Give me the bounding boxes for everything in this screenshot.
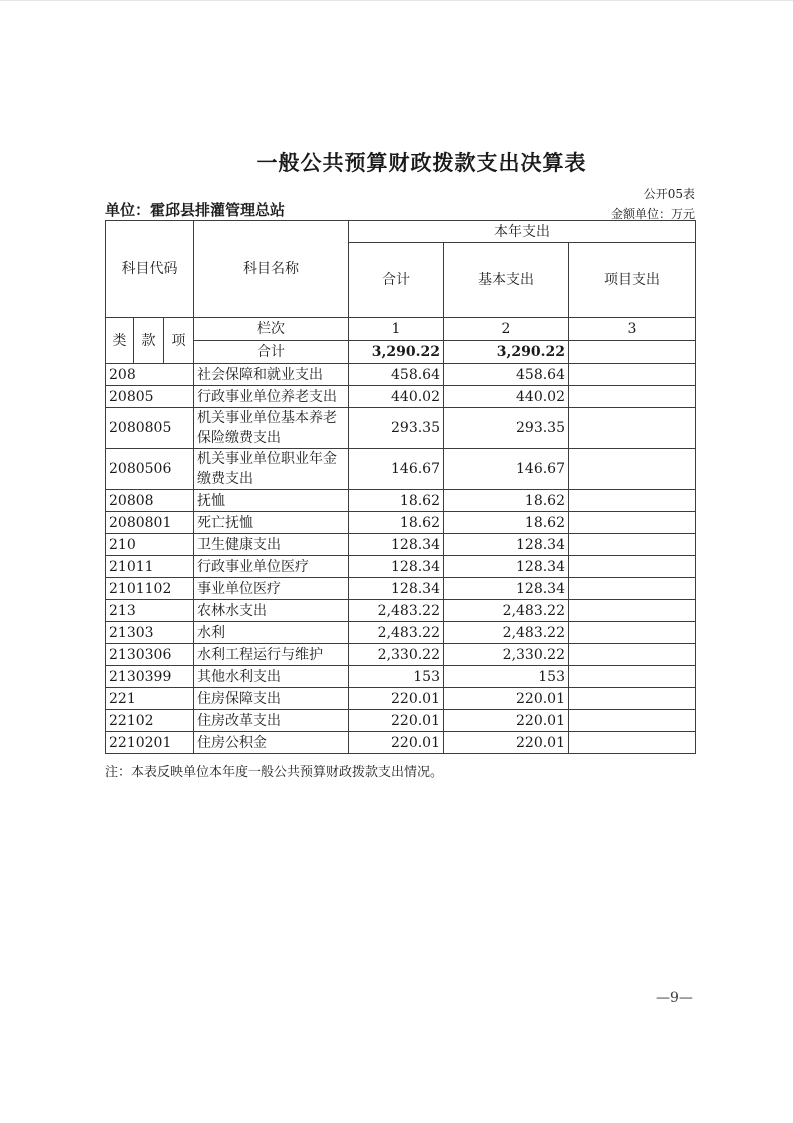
basic-cell: 220.01 (444, 710, 569, 732)
project-cell (569, 666, 696, 688)
subject-name-cell: 水利工程运行与维护 (194, 644, 349, 666)
table-row (106, 408, 696, 449)
table-row (106, 534, 696, 556)
header-col-total: 合计 (349, 243, 444, 318)
total-cell: 18.62 (349, 490, 444, 512)
basic-cell: 220.01 (444, 688, 569, 710)
basic-cell: 2,483.22 (444, 600, 569, 622)
header-sub-item: 项 (164, 318, 194, 364)
header-sub-section: 款 (134, 318, 164, 364)
table-row (106, 512, 696, 534)
subject-code-cell: 21011 (106, 556, 194, 578)
grand-total-basic-value: 3,290.22 (444, 341, 569, 364)
total-cell: 2,483.22 (349, 600, 444, 622)
table-row (106, 644, 696, 666)
table-row (106, 688, 696, 710)
header-lanci-label: 栏次 (194, 318, 349, 341)
subject-code-cell: 221 (106, 688, 194, 710)
table-row (106, 556, 696, 578)
header-col-basic: 基本支出 (444, 243, 569, 318)
subject-code-cell: 2080805 (106, 408, 194, 449)
project-cell (569, 600, 696, 622)
table-row (106, 666, 696, 688)
subject-name-cell: 机关事业单位基本养老保险缴费支出 (194, 408, 349, 449)
header-col-no-3: 3 (569, 318, 696, 341)
grand-total-label: 合计 (194, 341, 349, 364)
subject-name-cell: 农林水支出 (194, 600, 349, 622)
subject-code-cell: 21303 (106, 622, 194, 644)
header-row-lanci (106, 318, 696, 341)
total-cell: 2,330.22 (349, 644, 444, 666)
basic-cell: 128.34 (444, 534, 569, 556)
subject-name-cell: 行政事业单位养老支出 (194, 386, 349, 408)
subject-code-cell: 2130306 (106, 644, 194, 666)
total-cell: 153 (349, 666, 444, 688)
table-row (106, 449, 696, 490)
subject-code-cell: 20808 (106, 490, 194, 512)
basic-cell: 128.34 (444, 556, 569, 578)
subject-code-cell: 2080506 (106, 449, 194, 490)
table-row (106, 732, 696, 754)
subject-name-cell: 抚恤 (194, 490, 349, 512)
subject-code-cell: 2101102 (106, 578, 194, 600)
subject-name-cell: 水利 (194, 622, 349, 644)
subject-code-cell: 2130399 (106, 666, 194, 688)
project-cell (569, 364, 696, 386)
basic-cell: 2,483.22 (444, 622, 569, 644)
table-row (106, 578, 696, 600)
total-cell: 18.62 (349, 512, 444, 534)
total-cell: 220.01 (349, 710, 444, 732)
header-subject-code: 科目代码 (106, 221, 194, 318)
subject-name-cell: 死亡抚恤 (194, 512, 349, 534)
table-row (106, 600, 696, 622)
subject-name-cell: 行政事业单位医疗 (194, 556, 349, 578)
basic-cell: 18.62 (444, 490, 569, 512)
table-row (106, 710, 696, 732)
expenditure-table (105, 220, 696, 754)
header-col-project: 项目支出 (569, 243, 696, 318)
header-col-no-1: 1 (349, 318, 444, 341)
basic-cell: 146.67 (444, 449, 569, 490)
total-cell: 440.02 (349, 386, 444, 408)
project-cell (569, 490, 696, 512)
project-cell (569, 512, 696, 534)
project-cell (569, 688, 696, 710)
subject-name-cell: 住房改革支出 (194, 710, 349, 732)
subject-code-cell: 210 (106, 534, 194, 556)
subject-code-cell: 2210201 (106, 732, 194, 754)
basic-cell: 458.64 (444, 364, 569, 386)
table-row (106, 364, 696, 386)
project-cell (569, 732, 696, 754)
subject-code-cell: 208 (106, 364, 194, 386)
header-sub-category: 类 (106, 318, 134, 364)
page-number: —9— (656, 990, 693, 1006)
total-cell: 128.34 (349, 534, 444, 556)
subject-code-cell: 2080801 (106, 512, 194, 534)
unit-label: 单位：霍邱县排灌管理总站 (105, 201, 286, 219)
total-cell: 293.35 (349, 408, 444, 449)
subject-code-cell: 20805 (106, 386, 194, 408)
project-cell (569, 386, 696, 408)
form-code-label: 公开05表 (643, 187, 695, 201)
basic-cell: 18.62 (444, 512, 569, 534)
table-note: 注：本表反映单位本年度一般公共预算财政拨款支出情况。 (105, 765, 444, 780)
subject-name-cell: 住房保障支出 (194, 688, 349, 710)
total-cell: 220.01 (349, 688, 444, 710)
project-cell (569, 556, 696, 578)
subject-name-cell: 机关事业单位职业年金缴费支出 (194, 449, 349, 490)
project-cell (569, 578, 696, 600)
basic-cell: 440.02 (444, 386, 569, 408)
basic-cell: 128.34 (444, 578, 569, 600)
total-cell: 458.64 (349, 364, 444, 386)
grand-total-project-value (569, 341, 696, 364)
project-cell (569, 710, 696, 732)
subject-name-cell: 卫生健康支出 (194, 534, 349, 556)
header-current-year-expenditure: 本年支出 (349, 221, 696, 243)
table-row (106, 386, 696, 408)
total-cell: 146.67 (349, 449, 444, 490)
total-cell: 128.34 (349, 556, 444, 578)
project-cell (569, 449, 696, 490)
table-row (106, 622, 696, 644)
page-title: 一般公共预算财政拨款支出决算表 (256, 150, 587, 175)
basic-cell: 153 (444, 666, 569, 688)
header-subject-name: 科目名称 (194, 221, 349, 318)
project-cell (569, 622, 696, 644)
grand-total-value: 3,290.22 (349, 341, 444, 364)
subject-code-cell: 213 (106, 600, 194, 622)
basic-cell: 293.35 (444, 408, 569, 449)
subject-code-cell: 22102 (106, 710, 194, 732)
subject-name-cell: 社会保障和就业支出 (194, 364, 349, 386)
header-col-no-2: 2 (444, 318, 569, 341)
total-cell: 220.01 (349, 732, 444, 754)
amount-unit-label: 金额单位：万元 (610, 207, 695, 221)
total-cell: 2,483.22 (349, 622, 444, 644)
basic-cell: 220.01 (444, 732, 569, 754)
header-row-top (106, 221, 696, 243)
total-cell: 128.34 (349, 578, 444, 600)
subject-name-cell: 其他水利支出 (194, 666, 349, 688)
basic-cell: 2,330.22 (444, 644, 569, 666)
subject-name-cell: 住房公积金 (194, 732, 349, 754)
project-cell (569, 408, 696, 449)
project-cell (569, 644, 696, 666)
project-cell (569, 534, 696, 556)
table-row (106, 490, 696, 512)
subject-name-cell: 事业单位医疗 (194, 578, 349, 600)
grand-total-row (106, 341, 696, 364)
